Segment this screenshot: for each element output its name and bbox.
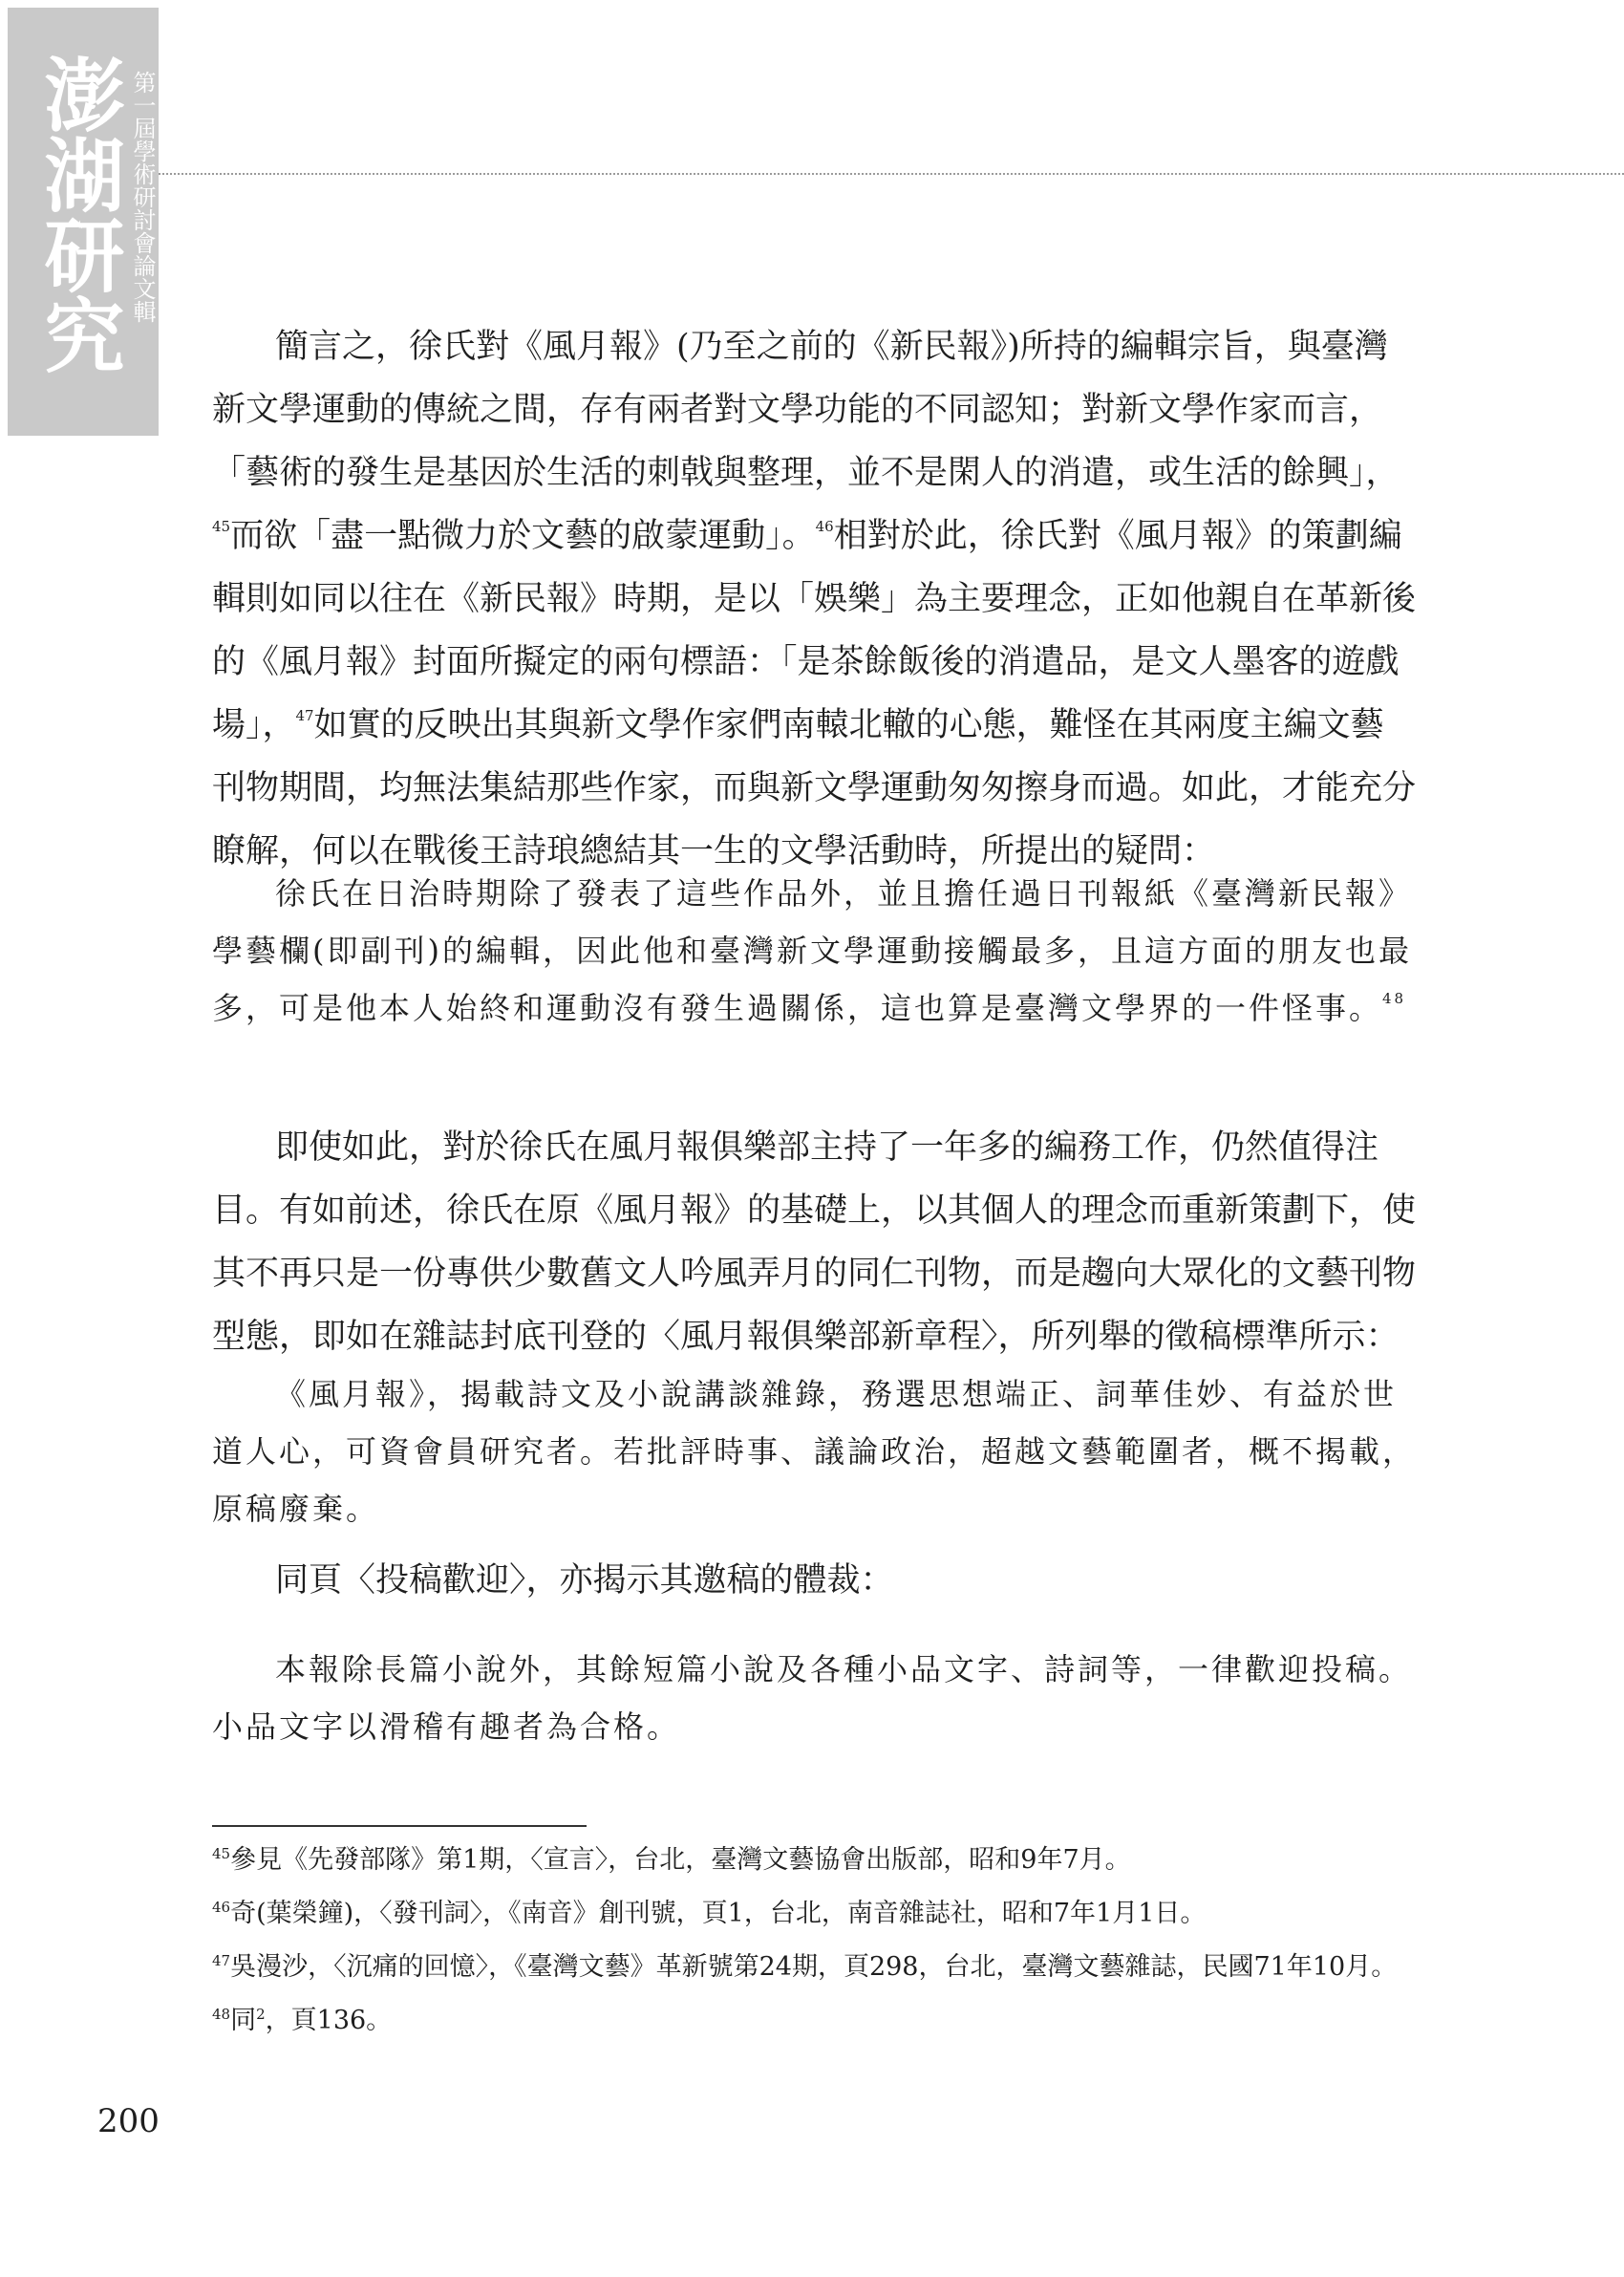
body-paragraph [212, 1549, 1416, 1612]
text-run: 相對於此，徐氏對《風月報》的策劃編輯則如同以往在《新民報》時期，是以「娛樂」為主要理念，正如他親自在革新後的《風月報》封面所擬定的兩句標語：「是茶餘飯後的消遣品，是文人墨客的遊戲場」， [212, 517, 1417, 744]
block-quote [212, 865, 1416, 1037]
block-quote [212, 1641, 1416, 1755]
journal-title: 澎湖研究 [32, 54, 125, 375]
footnote [212, 1842, 1416, 1879]
text-run: 簡言之，徐氏對《風月報》(乃至之前的《新民報》)所持的編輯宗旨，與臺灣新文學運動的傳統之間，存有兩者對文學功能的不同認知；對新文學作家而言，「藝術的發生是基因於生活的刺戟與整理，並不是閑人的消遣，或生活的餘興」， [212, 328, 1400, 492]
text-run: 而欲「盡一點微力於文藝的啟蒙運動」。 [230, 517, 816, 555]
header-dotted-rule [159, 173, 1624, 175]
footnote [212, 2003, 1416, 2039]
footnote-number: 46 [212, 1899, 231, 1916]
footnote [212, 1896, 1416, 1932]
text-run: ，頁136。 [265, 2006, 393, 2035]
footnote [212, 1949, 1416, 1986]
footnote-number: 45 [212, 1845, 231, 1862]
text-run: 同 [230, 2006, 257, 2035]
text-run: 如實的反映出其與新文學作家們南轅北轍的心態，難怪在其兩度主編文藝刊物期間，均無法集結那些作家，而與新文學運動匆匆擦身而過。如此，才能充分瞭解，何以在戰後王詩琅總結其一生的文學活動時，所提出的疑問： [212, 706, 1417, 870]
footnote-ref: 45 [212, 518, 231, 535]
block-quote [212, 1365, 1416, 1537]
footnote-number: 48 [212, 2006, 231, 2023]
page-number: 200 [97, 2102, 160, 2140]
text-run: 本報除長篇小說外，其餘短篇小說及各種小品文字、詩詞等，一律歡迎投稿。小品文字以滑稽有趣者為合格。 [212, 1651, 1413, 1745]
footnote-ref: 47 [295, 707, 314, 724]
text-run: 《風月報》，揭載詩文及小說講談雜錄，務選思想端正、詞華佳妙、有益於世道人心，可資會員研究者。若批評時事、議論政治，超越文藝範圍者，概不揭載，原稿廢棄。 [212, 1376, 1417, 1527]
text-run: 即使如此，對於徐氏在風月報俱樂部主持了一年多的編務工作，仍然值得注目。有如前述，徐氏在原《風月報》的基礎上，以其個人的理念而重新策劃下，使其不再只是一份專供少數舊文人吟風弄月的同仁刊物，而是趨向大眾化的文藝刊物型態，即如在雜誌封底刊登的〈風月報俱樂部新章程〉，所列舉的徵稿標準所示： [212, 1128, 1417, 1356]
body-paragraph [212, 315, 1416, 883]
footnote-ref: 48 [1382, 990, 1407, 1007]
footnote-separator [212, 1825, 587, 1827]
footnotes [212, 1842, 1416, 2056]
text-run: 參見《先發部隊》第1期，〈宣言〉，台北，臺灣文藝協會出版部，昭和9年7月。 [230, 1845, 1131, 1875]
footnote-number: 47 [212, 1952, 231, 1969]
body-paragraph [212, 1116, 1416, 1368]
text-run: 吳漫沙，〈沉痛的回憶〉，《臺灣文藝》革新號第24期，頁298，台北，臺灣文藝雜誌，民國71年10月。 [230, 1952, 1398, 1982]
text-run: 奇(葉榮鐘)，〈發刊詞〉，《南音》創刊號，頁1，台北，南音雜誌社，昭和7年1月1日。 [230, 1899, 1207, 1928]
footnote-ref: 2 [256, 2006, 266, 2023]
footnote-ref: 46 [815, 518, 834, 535]
journal-subtitle: 第一屆學術研討會論文輯 [129, 71, 156, 323]
text-run: 同頁〈投稿歡迎〉，亦揭示其邀稿的體裁： [275, 1561, 894, 1600]
text-run: 徐氏在日治時期除了發表了這些作品外，並且擔任過日刊報紙《臺灣新民報》學藝欄(即副刊)的編輯，因此他和臺灣新文學運動接觸最多，且這方面的朋友也最多，可是他本人始終和運動沒有發生過關係，這也算是臺灣文學界的一件怪事。 [212, 875, 1413, 1026]
